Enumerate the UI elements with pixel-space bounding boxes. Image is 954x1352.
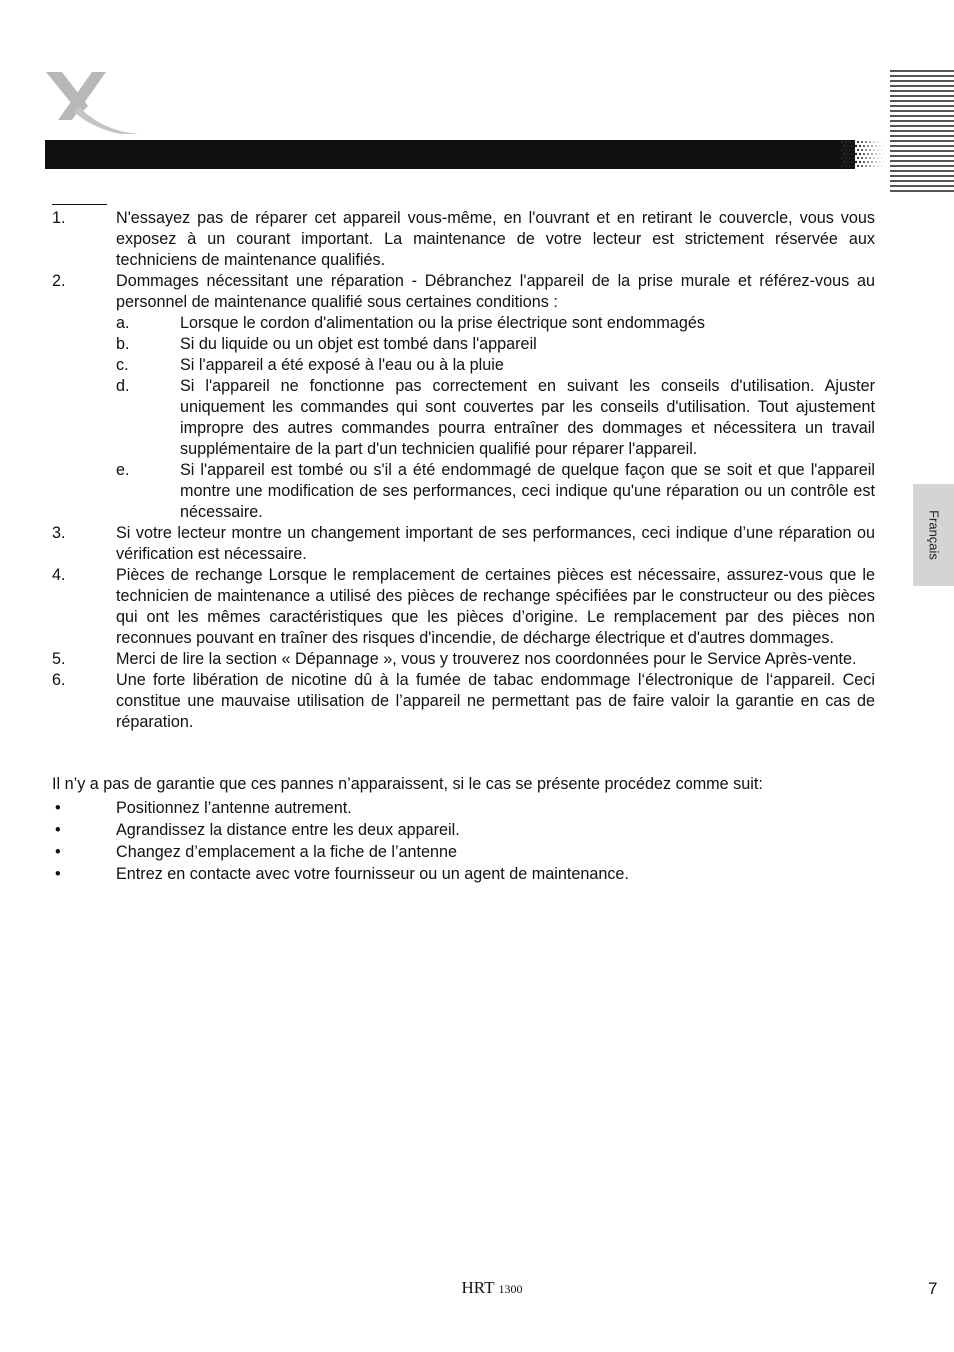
list-item [52, 208, 875, 271]
item-text: Merci de lire la section « Dépannage », vous y trouverez nos coordonnées pour le Service Après-vente. [116, 650, 857, 668]
sub-list-item [116, 376, 875, 460]
item-text: Si votre lecteur montre un changement important de ses performances, ceci indique d’une réparation ou vérification est nécessaire. [116, 524, 875, 563]
corner-stripes [890, 70, 954, 196]
sub-item-letter: b. [116, 335, 130, 353]
item-text: Dommages nécessitant une réparation - Débranchez l'appareil de la prise murale et référez-vous au personnel de maintenance qualifié sous certaines conditions : [116, 272, 875, 311]
list-item [52, 271, 875, 313]
halftone-pattern [840, 140, 884, 169]
sub-item-text: Si l'appareil est tombé ou s'il a été endommagé de quelque façon que se soit et que l'appareil montre une modification de ses performances, ceci indique qu'une réparation ou un contrôle est nécessaire. [180, 461, 875, 521]
sub-item-letter: e. [116, 461, 130, 479]
bullet-text: Positionnez l’antenne autrement. [116, 799, 352, 817]
item-number: 1. [52, 209, 66, 227]
bullet-icon: • [55, 865, 61, 883]
model-name: HRT [461, 1278, 495, 1297]
sub-item-letter: d. [116, 377, 130, 395]
item-number: 3. [52, 524, 66, 542]
bullet-icon: • [55, 821, 61, 839]
bullet-item [52, 863, 875, 885]
sub-item-text: Si l'appareil a été exposé à l'eau ou à la pluie [180, 356, 504, 374]
sub-item-letter: a. [116, 314, 130, 332]
sub-list-item [116, 334, 875, 355]
sub-list-item [116, 313, 875, 334]
footer-model [0, 1278, 954, 1298]
bullet-icon: • [55, 843, 61, 861]
bullet-item [52, 841, 875, 863]
bullet-text: Entrez en contacte avec votre fournisseur ou un agent de maintenance. [116, 865, 629, 883]
language-tab [913, 484, 954, 586]
page-content [52, 204, 875, 885]
list-item [52, 523, 875, 565]
bullet-item [52, 797, 875, 819]
item-number: 6. [52, 671, 66, 689]
list-item [52, 649, 875, 670]
bullet-text: Agrandissez la distance entre les deux appareil. [116, 821, 460, 839]
list-item [52, 670, 875, 733]
section-title-rule [52, 204, 107, 205]
item-number: 4. [52, 566, 66, 584]
header-bar [45, 140, 855, 169]
item-number: 5. [52, 650, 66, 668]
sub-list-item [116, 460, 875, 523]
bullet-icon: • [55, 799, 61, 817]
page-number: 7 [928, 1279, 938, 1298]
sub-list-item [116, 355, 875, 376]
sub-item-text: Si l'appareil ne fonctionne pas correctement en suivant les conseils d'utilisation. Ajuster uniquement les commandes qui sont couvertes par les conseils d'utilisation. Tout ajustement impropre des autres commandes pourra entraîner des dommages et nécessitera un travail supplémentaire de la part d'un technicien qualifié pour réparer l'appareil. [180, 377, 875, 458]
language-label: Français [926, 510, 941, 560]
bullet-text: Changez d’emplacement a la fiche de l’antenne [116, 843, 458, 861]
bullet-item [52, 819, 875, 841]
list-item [52, 565, 875, 649]
sub-item-letter: c. [116, 356, 129, 374]
item-text: Une forte libération de nicotine dû à la fumée de tabac endommage l‘électronique de l‘appareil. Ceci constitue une mauvaise utilisation de l’appareil ne permettant pas de faire valoir la garantie en cas de réparation. [116, 671, 875, 731]
model-number: 1300 [498, 1282, 523, 1296]
sub-item-text: Lorsque le cordon d'alimentation ou la prise électrique sont endommagés [180, 314, 706, 332]
item-text: N'essayez pas de réparer cet appareil vous-même, en l'ouvrant et en retirant le couvercle, vous vous exposez à un courant important. La maintenance de votre lecteur est strictement réservée aux techniciens de maintenance qualifiés. [116, 209, 875, 269]
brand-logo [44, 68, 144, 136]
item-text: Pièces de rechange Lorsque le remplacement de certaines pièces est nécessaire, assurez-vous que le technicien de maintenance a utilisé des pièces de rechange spécifiées par le constructeur ou des pièces qui ont les mêmes caractéristiques que les pièces d’origine. Le remplacement par des pièces non reconnues pouvant en traîner des risques d'incendie, de décharge électrique et d'autres dommages. [116, 566, 875, 647]
interference-intro: Il n’y a pas de garantie que ces pannes n’apparaissent, si le cas se présente procédez comme suit: [52, 775, 763, 793]
item-number: 2. [52, 272, 66, 290]
sub-item-text: Si du liquide ou un objet est tombé dans l'appareil [180, 335, 537, 353]
